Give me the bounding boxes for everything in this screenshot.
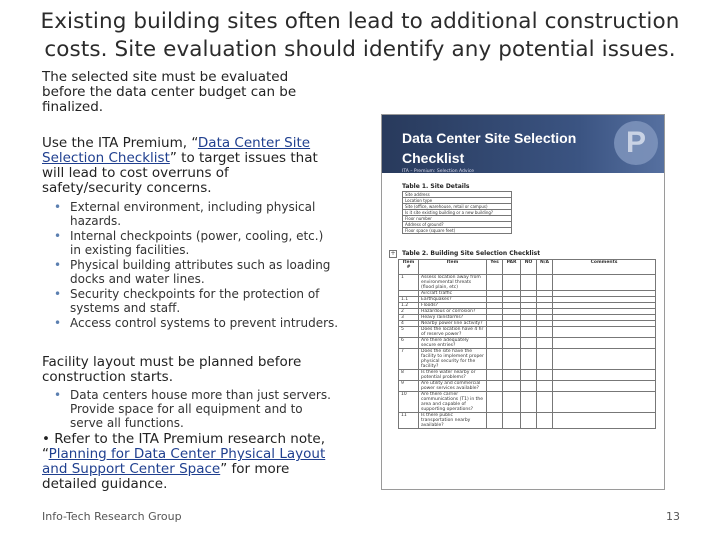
table2-cell — [503, 381, 521, 392]
bullet-line: in existing facilities. — [70, 243, 190, 257]
table2-cell: Hazardous or corrosion? — [419, 309, 487, 315]
table2-cell — [537, 413, 553, 429]
table2-cell — [553, 275, 656, 291]
research-note-link[interactable]: and Support Center Space — [42, 461, 221, 477]
premium-logo-icon: P — [614, 121, 658, 165]
table2-cell: 6 — [399, 338, 419, 349]
table2-cell — [537, 381, 553, 392]
table2-cell — [537, 338, 553, 349]
bullet-line: systems and staff. — [70, 301, 181, 315]
layout-bullets — [52, 388, 331, 431]
table2-cell — [487, 275, 503, 291]
table1-cell: Site address — [403, 192, 512, 198]
para3-line: construction starts. — [42, 369, 174, 385]
table2-row — [399, 392, 656, 413]
intro-paragraph — [42, 70, 296, 115]
bullet-item — [52, 287, 338, 315]
bullet-line: • Access control systems to prevent intruders. — [70, 316, 339, 330]
bullet-item — [52, 316, 338, 330]
table2-header: Comments — [553, 260, 656, 275]
table2-cell: Is there water nearby or potential problems? — [419, 370, 487, 381]
table2-cell — [503, 338, 521, 349]
table2-cell: Nearby power line activity? — [419, 321, 487, 327]
bullet-line: • Physical building attributes such as loading — [70, 258, 331, 272]
table2-row — [399, 381, 656, 392]
table2-cell — [487, 370, 503, 381]
slide-title: Existing building sites often lead to additional construction costs. Site evaluation should identify any potential issues. — [40, 9, 680, 62]
expand-icon: + — [390, 250, 396, 257]
para1-line: before the data center budget can be — [42, 84, 297, 100]
table1-cell: Floor number — [403, 216, 512, 222]
table2-cell — [537, 392, 553, 413]
para4-line — [42, 447, 325, 462]
para4-line — [42, 432, 325, 447]
table2-row — [399, 338, 656, 349]
thumbnail-header — [382, 115, 664, 173]
bullet-line: hazards. — [70, 214, 122, 228]
table2-cell: Are utility and commercial power services available? — [419, 381, 487, 392]
table2-cell — [503, 275, 521, 291]
table2-cell: Does the location have 4 hr of reserve power? — [419, 327, 487, 338]
table2-cell — [503, 327, 521, 338]
table2-cell — [553, 327, 656, 338]
table2-cell: Are there carrier communications (T1) in the area and capable of supporting operations? — [419, 392, 487, 413]
para2-line — [42, 181, 318, 196]
table2-cell: Heavy rainstorms? — [419, 315, 487, 321]
table1-row — [403, 228, 512, 234]
table1-cell: Is it site existing building or a new building? — [403, 210, 512, 216]
bullet-line: • Security checkpoints for the protection of — [70, 287, 320, 301]
para2-line — [42, 151, 318, 166]
text-span: ” to target issues that — [169, 150, 318, 166]
para2-line — [42, 136, 318, 151]
table1-cell: Address of ground? — [403, 222, 512, 228]
table2-cell — [521, 370, 537, 381]
site-details-table — [402, 191, 512, 234]
thumbnail-subtitle: ITA – Premium: Selection Advice — [402, 169, 475, 174]
table2-cell: Is there public transportation nearby available? — [419, 413, 487, 429]
table2-cell — [521, 338, 537, 349]
table2-cell — [487, 338, 503, 349]
table2-cell — [553, 370, 656, 381]
table2-header: N/A — [537, 260, 553, 275]
table2-cell — [553, 392, 656, 413]
table2-cell — [503, 370, 521, 381]
table2-cell: 9 — [399, 381, 419, 392]
table2-row — [399, 275, 656, 291]
table2-cell — [521, 392, 537, 413]
table2-cell — [537, 275, 553, 291]
table2-header: NO — [521, 260, 537, 275]
table2-cell: 1.1 — [399, 297, 419, 303]
table2-cell — [503, 413, 521, 429]
table2-cell — [487, 381, 503, 392]
bullet-line: docks and water lines. — [70, 272, 205, 286]
table2-header: PAR — [503, 260, 521, 275]
table2-cell — [553, 349, 656, 370]
bullet-item — [52, 229, 338, 257]
table1-cell: Location type — [403, 198, 512, 204]
para4-line — [42, 462, 325, 477]
text-span: will lead to cost overruns of — [42, 165, 229, 181]
table2-cell: Aircraft traffic — [419, 291, 487, 297]
table2-cell: 3 — [399, 315, 419, 321]
research-note-link[interactable]: Planning for Data Center Physical Layout — [48, 446, 326, 462]
table2-cell — [503, 349, 521, 370]
table2-cell — [503, 392, 521, 413]
table2-header: Item # — [399, 260, 419, 275]
table2-cell — [537, 349, 553, 370]
table2-cell: 5 — [399, 327, 419, 338]
table2-cell — [521, 413, 537, 429]
thumbnail-title: Data Center Site Selection Checklist — [402, 130, 577, 166]
table2-cell: 10 — [399, 392, 419, 413]
table2-cell: 1.2 — [399, 303, 419, 309]
table2-cell — [487, 413, 503, 429]
table1-cell: Floor space (square feet) — [403, 228, 512, 234]
table2-cell — [521, 275, 537, 291]
table2-cell: 8 — [399, 370, 419, 381]
para2-line — [42, 166, 318, 181]
bullet-item — [52, 388, 331, 430]
table2-cell — [521, 349, 537, 370]
bullet-line: serve all functions. — [70, 416, 184, 430]
checklist-thumbnail — [381, 114, 665, 490]
table2-cell: Are there adequately secure entries? — [419, 338, 487, 349]
text-span: safety/security concerns. — [42, 180, 212, 196]
bullet-item — [52, 200, 338, 228]
building-checklist-table — [398, 259, 656, 429]
layout-paragraph — [42, 355, 301, 385]
research-note-link[interactable]: Selection Checklist — [42, 150, 170, 166]
table2-row — [399, 413, 656, 429]
table2-cell: Does the site have the facility to implement proper physical security for the facility? — [419, 349, 487, 370]
table2-cell: 4 — [399, 321, 419, 327]
table2-cell: 2 — [399, 309, 419, 315]
table2-cell: 7 — [399, 349, 419, 370]
para1-line: The selected site must be evaluated — [42, 69, 289, 85]
table2-cell — [537, 370, 553, 381]
bullet-item — [52, 258, 338, 286]
page-number: 13 — [666, 510, 680, 523]
footer-company: Info-Tech Research Group — [42, 510, 182, 523]
text-span: • Refer to the ITA Premium research note, — [42, 431, 325, 447]
table2-header: Item — [419, 260, 487, 275]
table1-caption: Table 1. Site Details — [402, 183, 470, 190]
research-note-link[interactable]: Data Center Site — [197, 135, 311, 151]
table2-cell — [487, 327, 503, 338]
table2-cell: Assess location away from environmental threats (flood plain, etc) — [419, 275, 487, 291]
text-span: ” for more — [220, 461, 290, 477]
table2-cell: 11 — [399, 413, 419, 429]
table2-row — [399, 327, 656, 338]
table2-cell — [553, 413, 656, 429]
bullet-line: • Data centers house more than just servers. — [70, 388, 331, 402]
table2-header: Yes — [487, 260, 503, 275]
table2-cell — [487, 392, 503, 413]
table2-cell: 1 — [399, 275, 419, 291]
table2-cell — [537, 327, 553, 338]
table2-cell: Floods? — [419, 303, 487, 309]
text-span: “ — [42, 446, 49, 462]
text-span: detailed guidance. — [42, 476, 168, 492]
table1-cell: Site (office, warehouse, retail or campus) — [403, 204, 512, 210]
table2-cell — [553, 338, 656, 349]
bullet-line: Provide space for all equipment and to — [70, 402, 303, 416]
checklist-paragraph — [42, 136, 318, 196]
table2-caption: Table 2. Building Site Selection Checklist — [402, 250, 541, 257]
checklist-bullets — [52, 200, 338, 331]
para3-line: Facility layout must be planned before — [42, 354, 302, 370]
bullet-line: • Internal checkpoints (power, cooling, etc.) — [70, 229, 324, 243]
table2-cell: Earthquakes? — [419, 297, 487, 303]
reference-paragraph — [42, 432, 325, 492]
table2-cell — [521, 327, 537, 338]
text-span: Use the ITA Premium, “ — [42, 135, 198, 151]
table2-cell — [487, 349, 503, 370]
table2-row — [399, 349, 656, 370]
para4-line — [42, 477, 325, 492]
table2-cell — [553, 381, 656, 392]
para1-line: finalized. — [42, 99, 104, 115]
bullet-line: • External environment, including physical — [70, 200, 316, 214]
table2-row — [399, 370, 656, 381]
table2-cell — [521, 381, 537, 392]
